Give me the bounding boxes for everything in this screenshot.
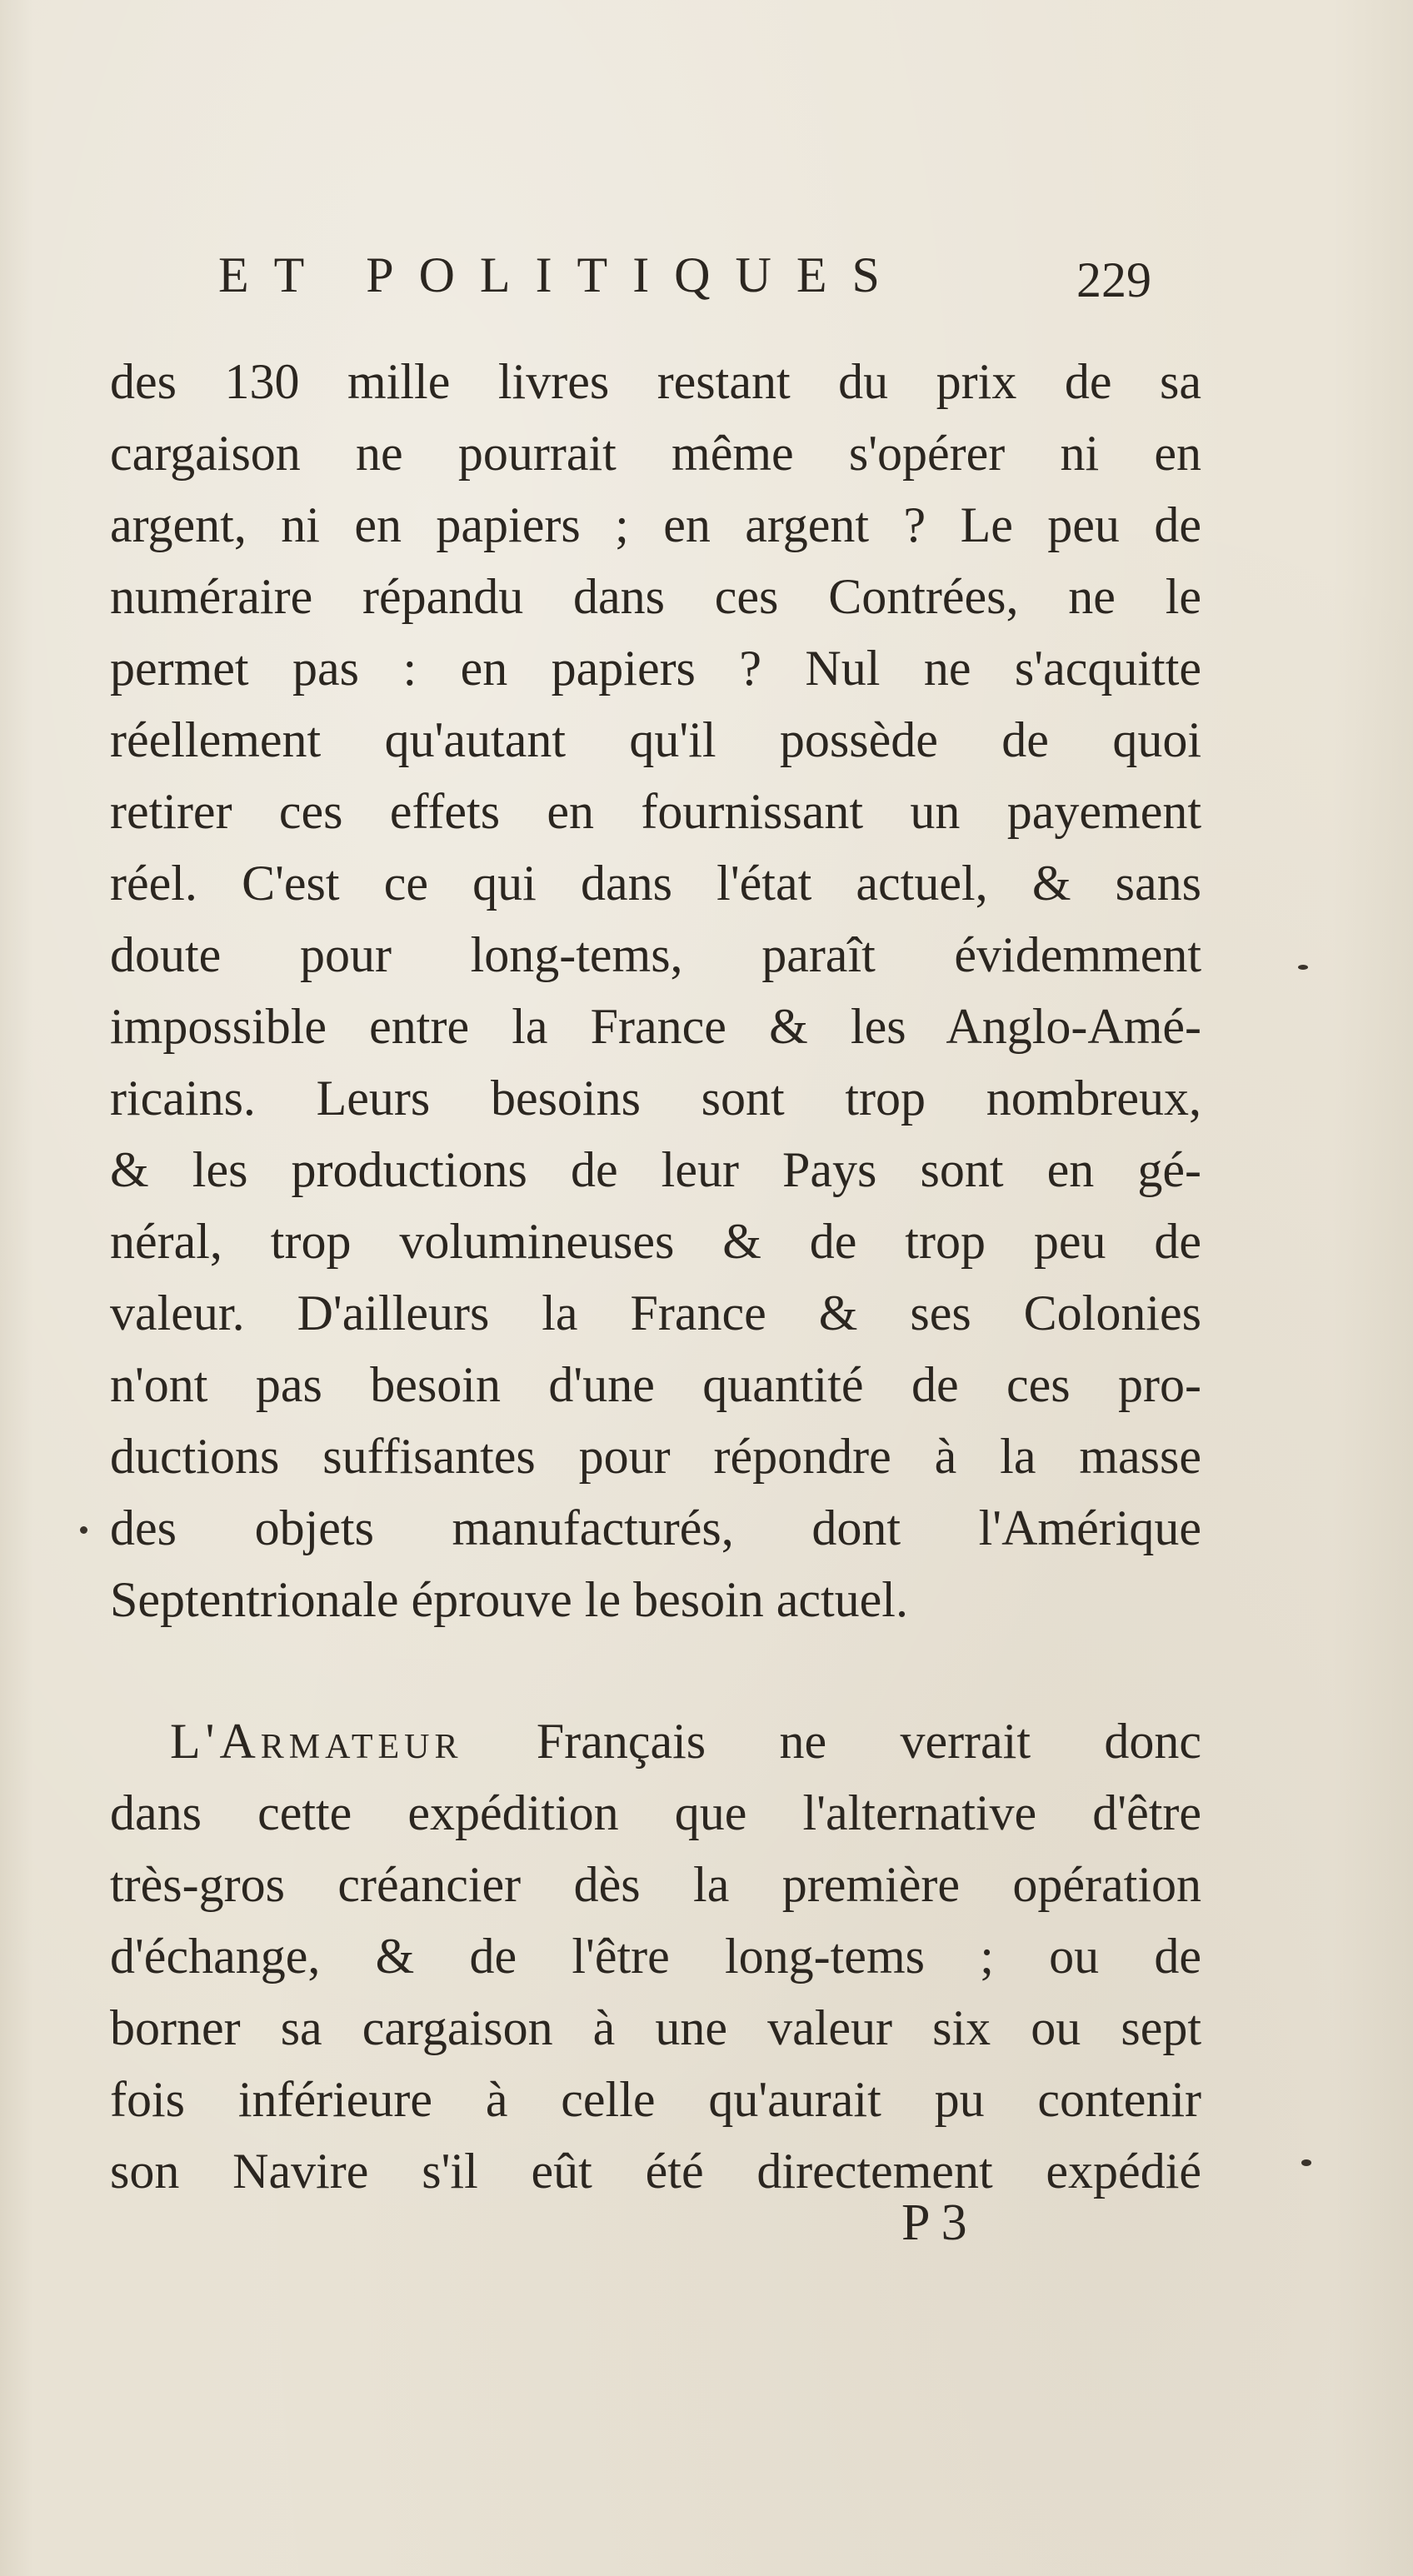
text-line: cargaison ne pourrait même s'opérer ni en xyxy=(110,426,1201,481)
lead-smallcaps: L'Armateur xyxy=(170,1714,463,1769)
page-number: 229 xyxy=(1076,252,1151,307)
text-line: Septentrionale éprouve le besoin actuel. xyxy=(110,1572,908,1627)
paragraph-gap xyxy=(110,1635,1201,1705)
text-line: borner sa cargaison à une valeur six ou sept xyxy=(110,2000,1201,2055)
text-line: argent, ni en papiers ; en argent ? Le peu de xyxy=(110,497,1201,552)
text-line: d'échange, & de l'être long-tems ; ou de xyxy=(110,1929,1201,1984)
text-line: néral, trop volumineuses & de trop peu de xyxy=(110,1214,1201,1269)
text-line: réellement qu'autant qu'il possède de quoi xyxy=(110,712,1201,767)
text-line: des 130 mille livres restant du prix de sa xyxy=(110,354,1201,409)
text-line: numéraire répandu dans ces Contrées, ne le xyxy=(110,569,1201,624)
text-fragment: Français ne verrait donc xyxy=(462,1714,1201,1769)
ink-speck xyxy=(1301,2159,1311,2166)
text-line: très-gros créancier dès la première opération xyxy=(110,1857,1201,1912)
text-line: retirer ces effets en fournissant un payement xyxy=(110,784,1201,839)
text-line: valeur. D'ailleurs la France & ses Colonies xyxy=(110,1286,1201,1340)
text-line: n'ont pas besoin d'une quantité de ces pro- xyxy=(110,1357,1201,1412)
text-line: & les productions de leur Pays sont en gé- xyxy=(110,1142,1201,1197)
ink-speck xyxy=(80,1526,87,1534)
paragraph-opening-line xyxy=(110,1705,1201,1777)
running-title: ET POLITIQUES xyxy=(218,247,905,302)
text-line: ricains. Leurs besoins sont trop nombreux, xyxy=(110,1071,1201,1126)
text-line: son Navire s'il eût été directement expédié xyxy=(110,2144,1201,2199)
page-header xyxy=(218,242,1218,308)
signature-mark: P 3 xyxy=(901,2194,967,2251)
text-line: permet pas : en papiers ? Nul ne s'acquitte xyxy=(110,641,1201,696)
body-text xyxy=(110,346,1201,2207)
text-line: des objets manufacturés, dont l'Amérique xyxy=(110,1500,1201,1555)
text-line: réel. C'est ce qui dans l'état actuel, & sans xyxy=(110,856,1201,911)
text-line: ductions suffisantes pour répondre à la masse xyxy=(110,1429,1201,1484)
text-line: fois inférieure à celle qu'aurait pu contenir xyxy=(110,2072,1201,2127)
ink-speck xyxy=(1298,965,1308,970)
text-line: impossible entre la France & les Anglo-Amé- xyxy=(110,999,1201,1054)
text-line: doute pour long-tems, paraît évidemment xyxy=(110,927,1201,982)
text-line: dans cette expédition que l'alternative d'être xyxy=(110,1785,1201,1840)
